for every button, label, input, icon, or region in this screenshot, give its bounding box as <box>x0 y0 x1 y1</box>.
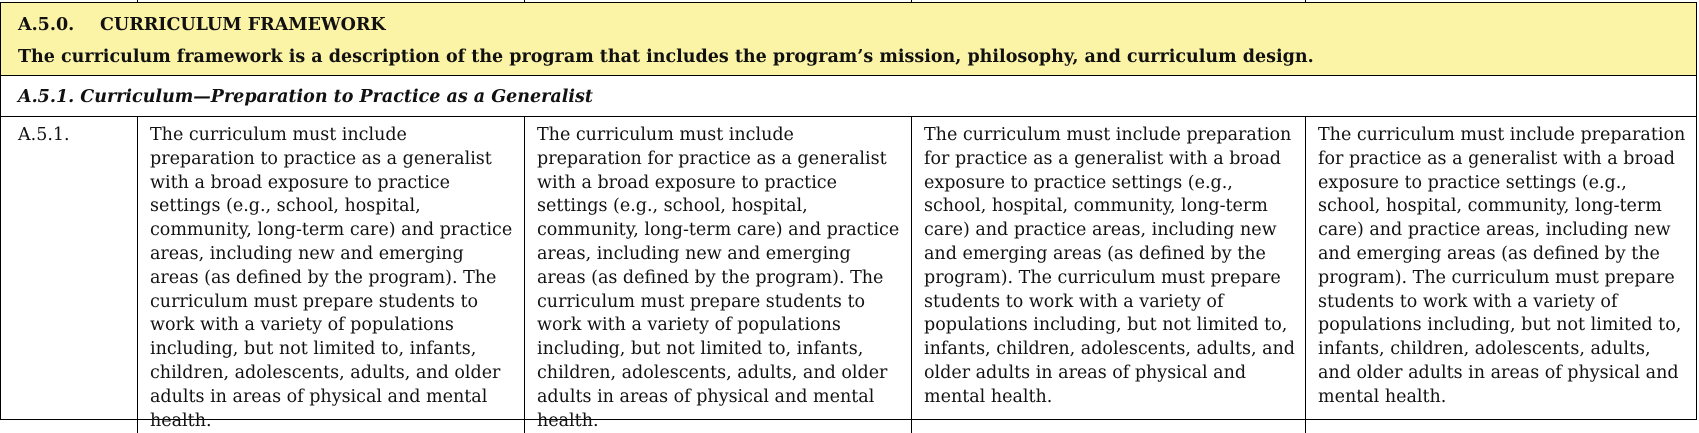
section-description: The curriculum framework is a description of the program that includes the program’s mission, philosophy, and curriculum design. <box>18 47 1314 67</box>
section-code: A.5.0. <box>18 15 75 35</box>
subsection-title: A.5.1. Curriculum—Preparation to Practice as a Generalist <box>18 87 593 107</box>
section-header <box>0 2 1697 76</box>
section-heading <box>18 15 386 35</box>
requirement-id: A.5.1. <box>1 117 138 433</box>
requirement-text-column-3: The curriculum must include preparation for practice as a generalist with a broad exposure to practice settings (e.g., school, hospital, community, long-term care) and practice areas, including new and emerging areas (as defined by the program). The curriculum must prepare students to work with a variety of populations including, but not limited to, infants, children, adolescents, adults, and older adults in areas of physical and mental health. <box>912 117 1306 433</box>
requirement-text-column-2: The curriculum must include preparation for practice as a generalist with a broad exposure to practice settings (e.g., school, hospital, community, long-term care) and practice areas, including new and emerging areas (as defined by the program). The curriculum must prepare students to work with a variety of populations including, but not limited to, infants, children, adolescents, adults, and older adults in areas of physical and mental health. <box>525 117 912 433</box>
subsection-header <box>0 75 1697 117</box>
requirement-text-column-4: The curriculum must include preparation for practice as a generalist with a broad exposure to practice settings (e.g., school, hospital, community, long-term care) and practice areas, including new and emerging areas (as defined by the program). The curriculum must prepare students to work with a variety of populations including, but not limited to, infants, children, adolescents, adults, and older adults in areas of physical and mental health. <box>1318 125 1686 407</box>
requirement-text-column-1: The curriculum must include preparation to practice as a generalist with a broad exposure to practice settings (e.g., school, hospital, community, long-term care) and practice areas, including new and emerging areas (as defined by the program). The curriculum must prepare students to work with a variety of populations including, but not limited to, infants, children, adolescents, adults, and older adults in areas of physical and mental health. <box>138 117 525 433</box>
section-title: CURRICULUM FRAMEWORK <box>100 15 386 35</box>
requirement-row <box>0 116 1697 431</box>
